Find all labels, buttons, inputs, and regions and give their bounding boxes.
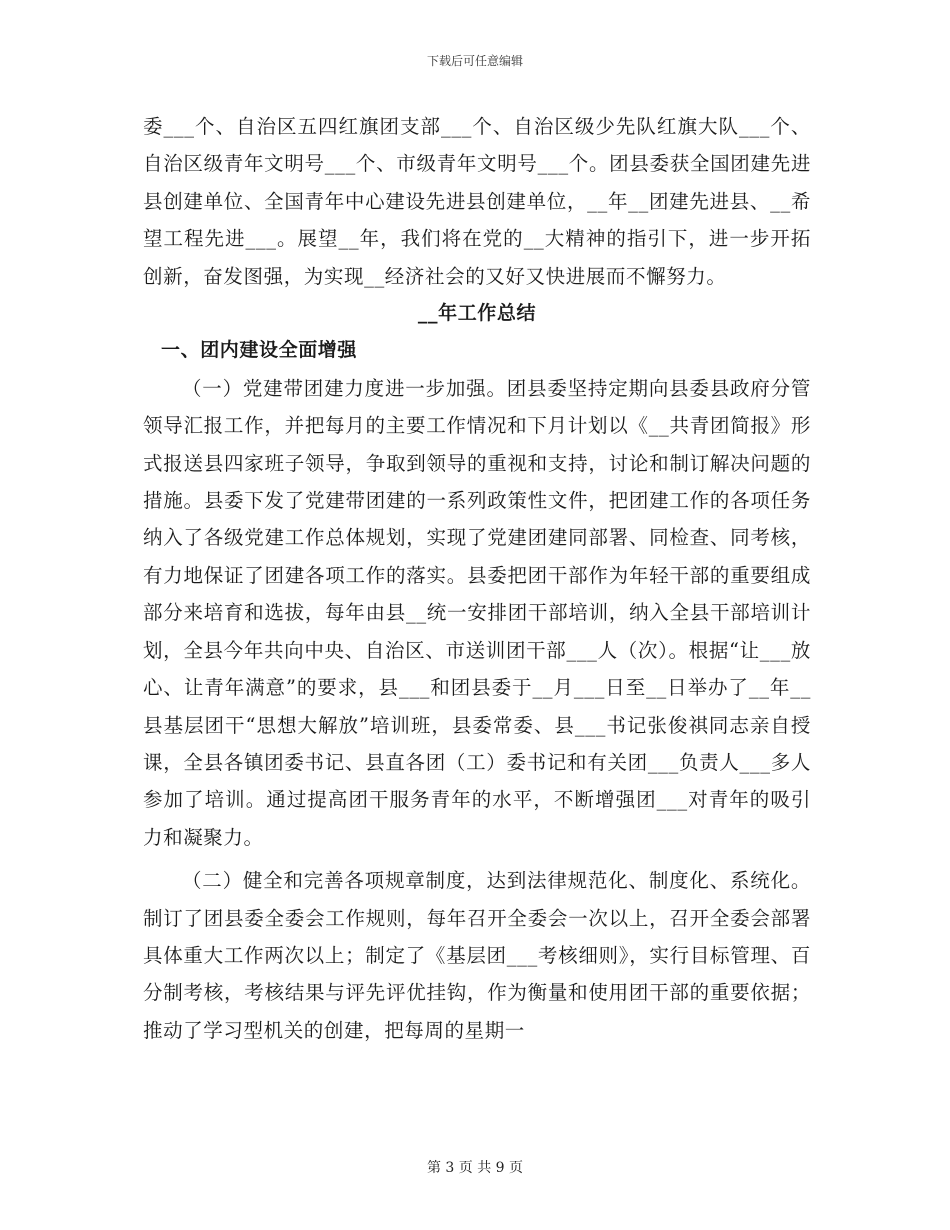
document-body (143, 108, 811, 1049)
section-heading: 一、团内建设全面增强 (161, 339, 358, 362)
intro-paragraph: 委___个、自治区五四红旗团支部___个、自治区级少先队红旗大队___个、自治区级青年文明号___个、市级青年文明号___个。团县委获全国团建先进县创建单位、全国青年中心建设先进县创建单位，__年__团建先进县、__希望工程先进___。展望__年，我们将在党的__大精神的指引下，进一步开拓创新，奋发图强，为实现__经济社会的又好又快进展而不懈努力。 (143, 115, 811, 288)
page-header-note: 下载后可任意编辑 (426, 54, 523, 68)
page-number: 第 3 页 共 9 页 (426, 1160, 524, 1176)
section-title: __年工作总结 (417, 302, 537, 325)
paragraph-2: （二）健全和完善各项规章制度，达到法律规范化、制度化、系统化。制订了团县委全委会工作规则，每年召开全委会一次以上，召开全委会部署具体重大工作两次以上；制定了《基层团___考核细则》，实行目标管理、百分制考核，考核结果与评先评优挂钩，作为衡量和使用团干部的重要依据；推动了学习型机关的创建，把每周的星期一 (143, 869, 811, 1042)
paragraph-1: （一）党建带团建力度进一步加强。团县委坚持定期向县委县政府分管领导汇报工作，并把每月的主要工作情况和下月计划以《__共青团简报》形式报送县四家班子领导，争取到领导的重视和支持，讨论和制订解决问题的措施。县委下发了党建带团建的一系列政策性文件，把团建工作的各项任务纳入了各级党建工作总体规划，实现了党建团建同部署、同检查、同考核，有力地保证了团建各项工作的落实。县委把团干部作为年轻干部的重要组成部分来培育和选拔，每年由县__统一安排团干部培训，纳入全县干部培训计划，全县今年共向中央、自治区、市送训团干部___人（次）。根据“让___放心、让青年满意”的要求，县___和团县委于__月___日至__日举办了__年__县基层团干“思想大解放”培训班，县委常委、县___书记张俊祺同志亲自授课，全县各镇团委书记、县直各团（工）委书记和有关团___负责人___多人参加了培训。通过提高团干服务青年的水平，不断增强团___对青年的吸引力和凝聚力。 (143, 376, 811, 849)
